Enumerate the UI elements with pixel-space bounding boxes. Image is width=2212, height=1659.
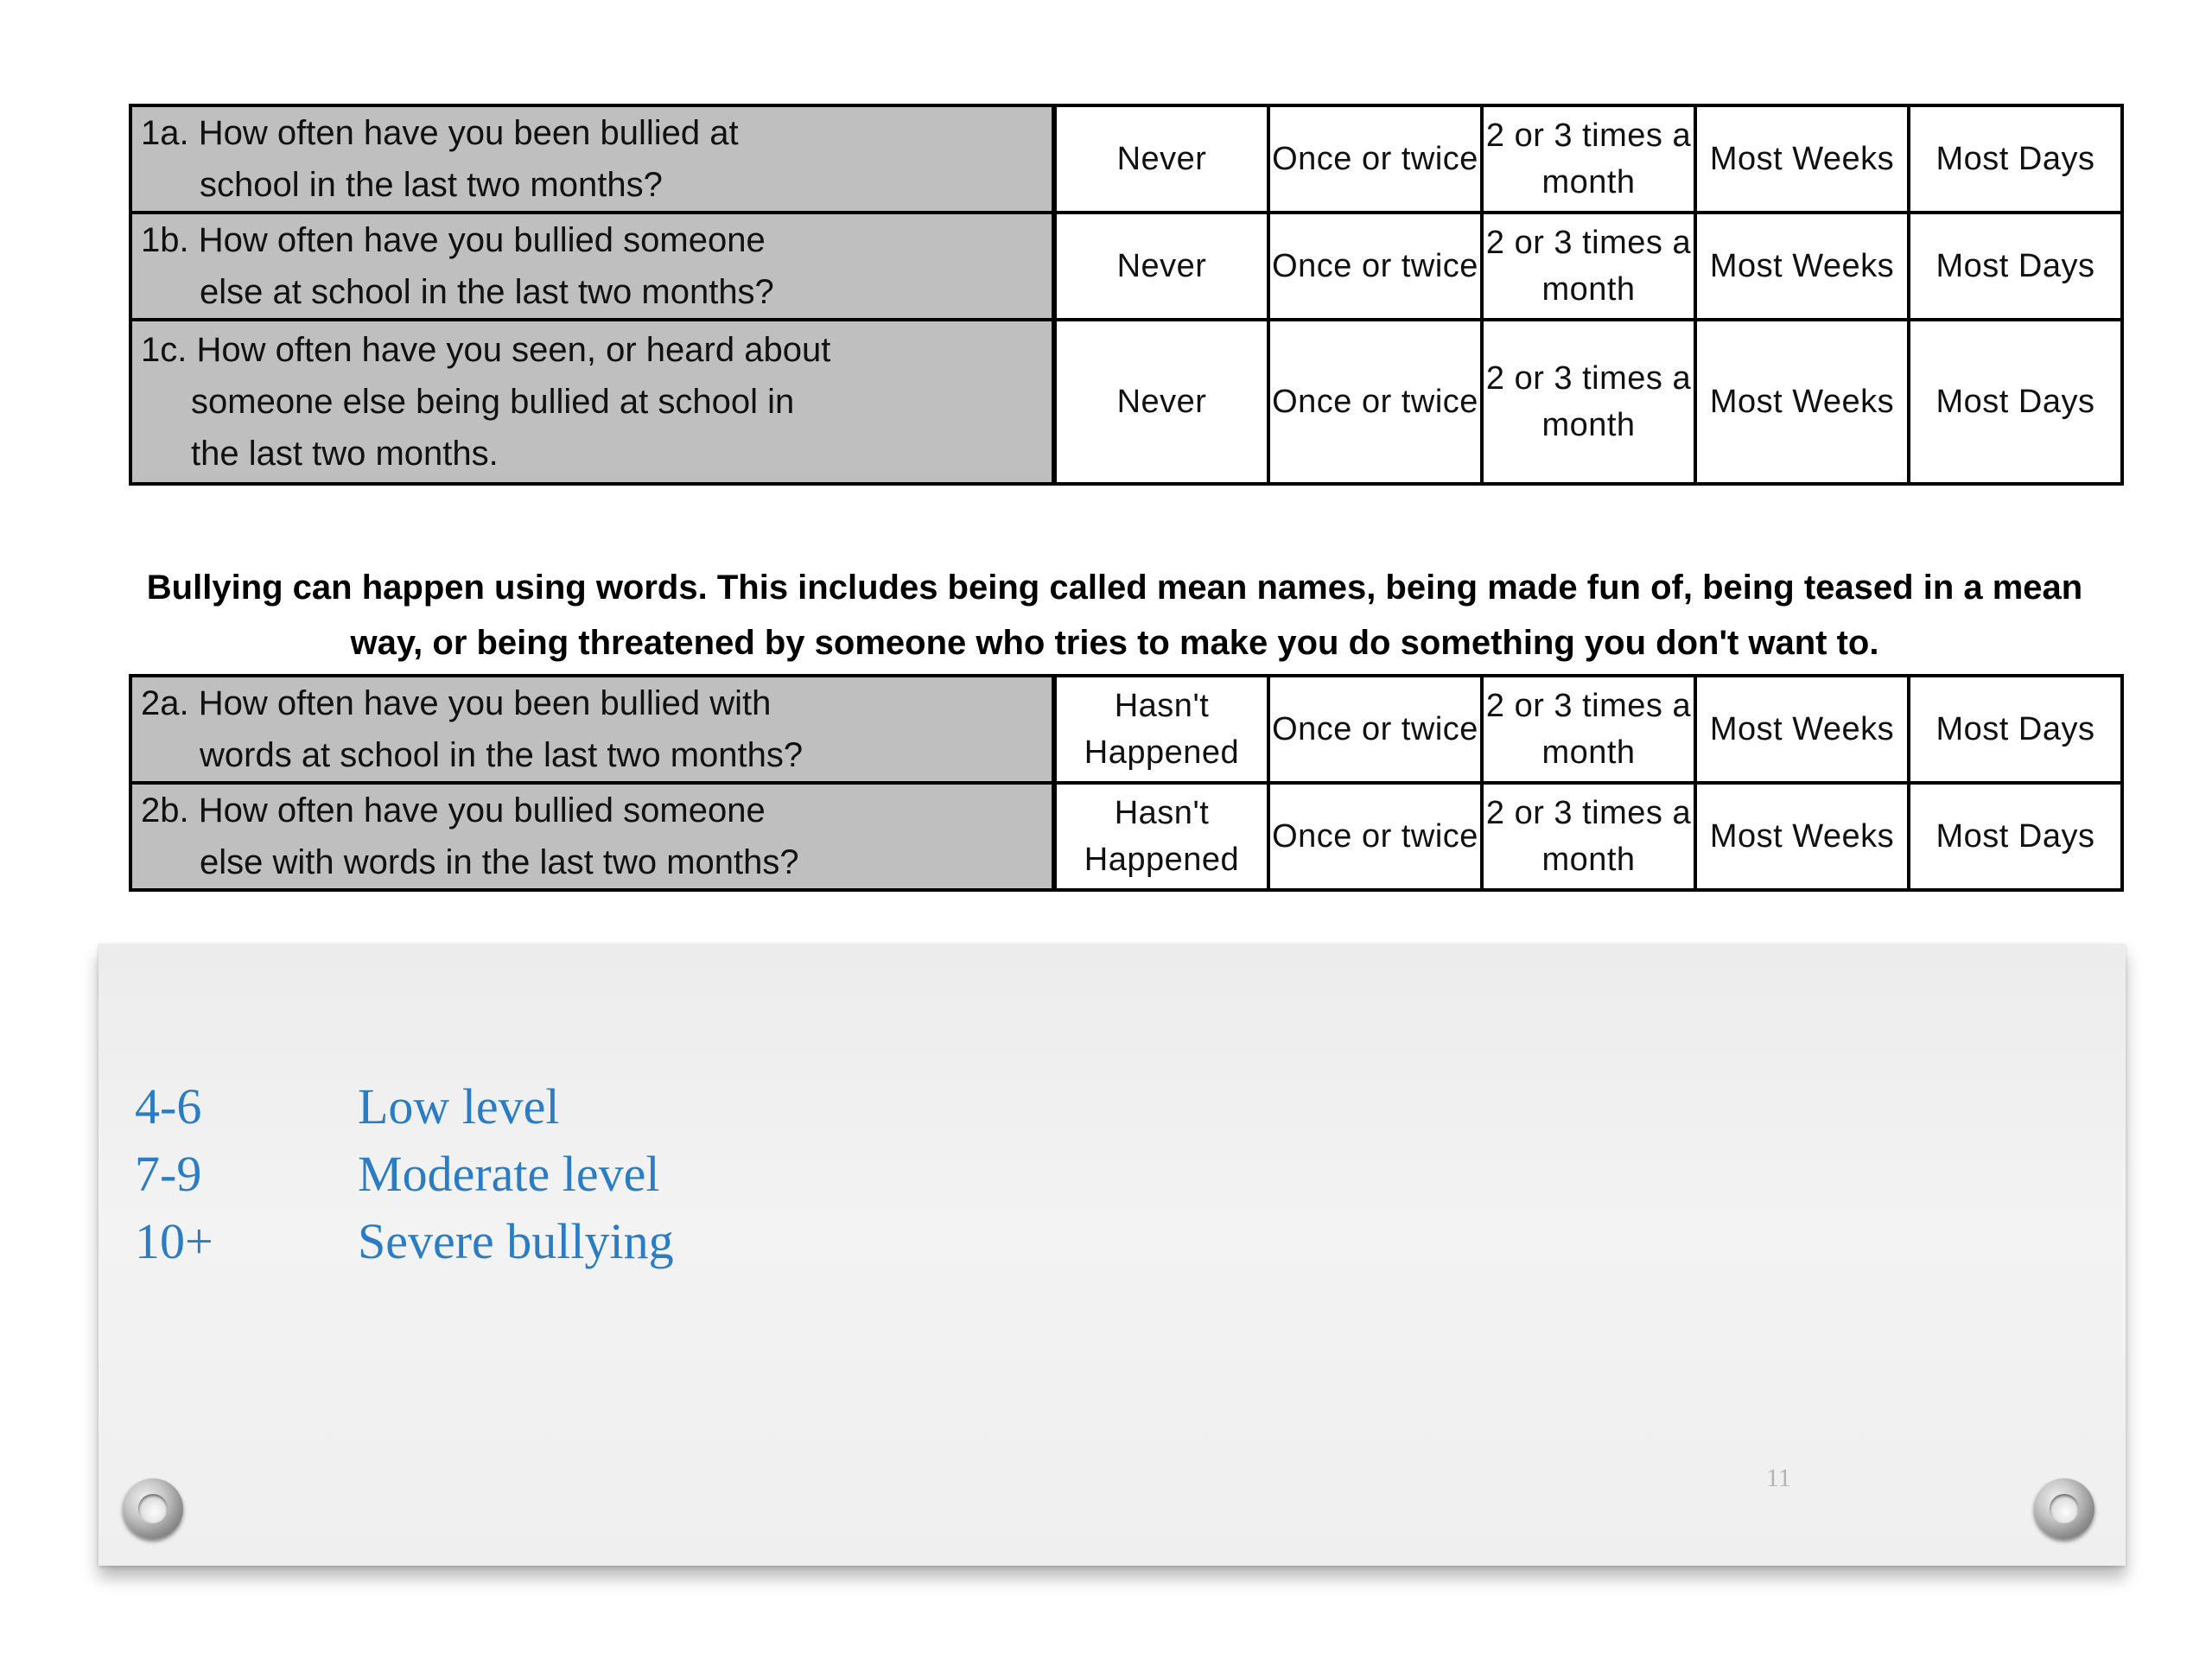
score-label: Moderate level	[358, 1146, 660, 1202]
question-line: else with words in the last two months?	[200, 843, 799, 881]
option-cell[interactable]: Once or twice	[1268, 783, 1482, 890]
option-cell[interactable]: Never	[1054, 105, 1268, 213]
question-line: else at school in the last two months?	[200, 273, 774, 311]
option-cell[interactable]: 2 or 3 times a month	[1482, 676, 1695, 783]
question-line: words at school in the last two months?	[200, 736, 804, 774]
question-row-2b	[130, 783, 2122, 890]
option-cell[interactable]: Once or twice	[1268, 320, 1482, 484]
survey-table-verbal	[129, 674, 2124, 892]
option-cell[interactable]: Most Weeks	[1695, 105, 1909, 213]
grommet-icon	[2034, 1478, 2094, 1539]
question-row-1b	[130, 213, 2122, 320]
question-row-1c	[130, 320, 2122, 484]
scoring-note-card	[99, 944, 2126, 1566]
option-cell[interactable]: 2 or 3 times a month	[1482, 783, 1695, 890]
question-line: 2a. How often have you been bullied with	[141, 684, 772, 722]
question-line: 1b. How often have you bullied someone	[141, 221, 766, 259]
scoring-list	[135, 1073, 674, 1275]
option-cell[interactable]: Most Weeks	[1695, 676, 1909, 783]
question-row-1a	[130, 105, 2122, 213]
option-cell[interactable]: Hasn't Happened	[1054, 783, 1268, 890]
question-line: 1a. How often have you been bullied at	[141, 114, 739, 152]
option-cell[interactable]: Most Days	[1909, 105, 2122, 213]
option-cell[interactable]: Most Weeks	[1695, 783, 1909, 890]
option-cell[interactable]: Once or twice	[1268, 105, 1482, 213]
question-2b	[130, 783, 1054, 890]
question-1a	[130, 105, 1054, 213]
score-row-severe	[135, 1208, 674, 1275]
grommet-icon	[123, 1478, 183, 1539]
option-cell[interactable]: Never	[1054, 320, 1268, 484]
score-range: 7-9	[135, 1146, 202, 1202]
option-cell[interactable]: Most Days	[1909, 320, 2122, 484]
question-1c	[130, 320, 1054, 484]
question-line: the last two months.	[191, 435, 499, 473]
question-line: school in the last two months?	[200, 166, 663, 204]
score-range: 4-6	[135, 1078, 202, 1135]
option-cell[interactable]: 2 or 3 times a month	[1482, 213, 1695, 320]
option-cell[interactable]: Once or twice	[1268, 213, 1482, 320]
score-row-low	[135, 1073, 674, 1141]
verbal-bullying-intro: Bullying can happen using words. This includes being called mean names, being made fun of, being teased in a mean way, or being threatened by someone who tries to make you do something you don't want to.	[146, 569, 2083, 662]
question-row-2a	[130, 676, 2122, 783]
score-row-moderate	[135, 1141, 674, 1208]
option-cell[interactable]: Hasn't Happened	[1054, 676, 1268, 783]
option-cell[interactable]: Once or twice	[1268, 676, 1482, 783]
question-line: someone else being bullied at school in	[191, 383, 795, 421]
option-cell[interactable]: Most Days	[1909, 783, 2122, 890]
question-line: 1c. How often have you seen, or heard about	[141, 331, 831, 369]
option-cell[interactable]: Most Weeks	[1695, 320, 1909, 484]
score-label: Low level	[358, 1078, 560, 1135]
option-cell[interactable]: Most Days	[1909, 676, 2122, 783]
survey-table-words-general	[129, 104, 2124, 486]
option-cell[interactable]: 2 or 3 times a month	[1482, 320, 1695, 484]
page-number: 11	[1766, 1464, 1791, 1492]
option-cell[interactable]: 2 or 3 times a month	[1482, 105, 1695, 213]
question-line: 2b. How often have you bullied someone	[141, 791, 766, 830]
question-2a	[130, 676, 1054, 783]
question-1b	[130, 213, 1054, 320]
score-range: 10+	[135, 1213, 213, 1269]
option-cell[interactable]: Most Days	[1909, 213, 2122, 320]
option-cell[interactable]: Never	[1054, 213, 1268, 320]
score-label: Severe bullying	[358, 1213, 674, 1269]
option-cell[interactable]: Most Weeks	[1695, 213, 1909, 320]
